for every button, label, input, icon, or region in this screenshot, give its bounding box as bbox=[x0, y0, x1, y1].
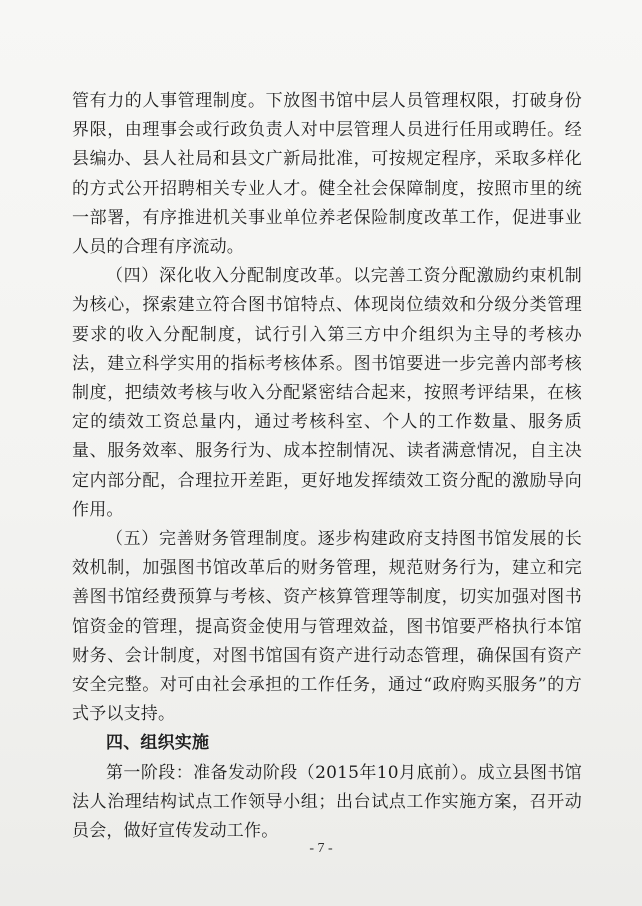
paragraph-phase-one: 第一阶段：准备发动阶段（2015年10月底前）。成立县图书馆法人治理结构试点工作领导小组；出台试点工作实施方案，召开动员会，做好宣传发动工作。 bbox=[72, 762, 582, 842]
page-number: - 7 - bbox=[309, 841, 333, 856]
paragraph-personnel-management: 管有力的人事管理制度。下放图书馆中层人员管理权限，打破身份界限，由理事会或行政负责人对中层管理人员进行任用或聘任。经县编办、县人社局和县文广新局批准，可按规定程序，采取多样化的方式公开招聘相关专业人才。健全社会保障制度，按照市里的统一部署，有序推进机关事业单位养老保险制度改革工作，促进事业人员的合理有序流动。 bbox=[72, 91, 582, 258]
paragraph-financial-management: （五）完善财务管理制度。逐步构建政府支持图书馆发展的长效机制，加强图书馆改革后的财务管理，规范财务行为，建立和完善图书馆经费预算与考核、资产核算管理等制度，切实加强对图书馆资金的管理，提高资金使用与管理效益，图书馆要严格执行本馆财务、会计制度，对图书馆国有资产进行动态管理，确保国有资产安全完整。对可由社会承担的工作任务，通过“政府购买服务”的方式予以支持。 bbox=[72, 529, 582, 725]
document-body bbox=[72, 87, 582, 846]
section-heading: 四、组织实施 bbox=[106, 733, 210, 754]
paragraph-income-distribution: （四）深化收入分配制度改革。以完善工资分配激励约束机制为核心，探索建立符合图书馆特点、体现岗位绩效和分级分类管理要求的收入分配制度，试行引入第三方中介组织为主导的考核办法，建立科学实用的指标考核体系。图书馆要进一步完善内部考核制度，把绩效考核与收入分配紧密结合起来，按照考评结果，在核定的绩效工资总量内，通过考核科室、个人的工作数量、服务质量、服务效率、服务行为、成本控制情况、读者满意情况，自主决定内部分配，合理拉开差距，更好地发挥绩效工资分配的激励导向作用。 bbox=[72, 266, 582, 520]
